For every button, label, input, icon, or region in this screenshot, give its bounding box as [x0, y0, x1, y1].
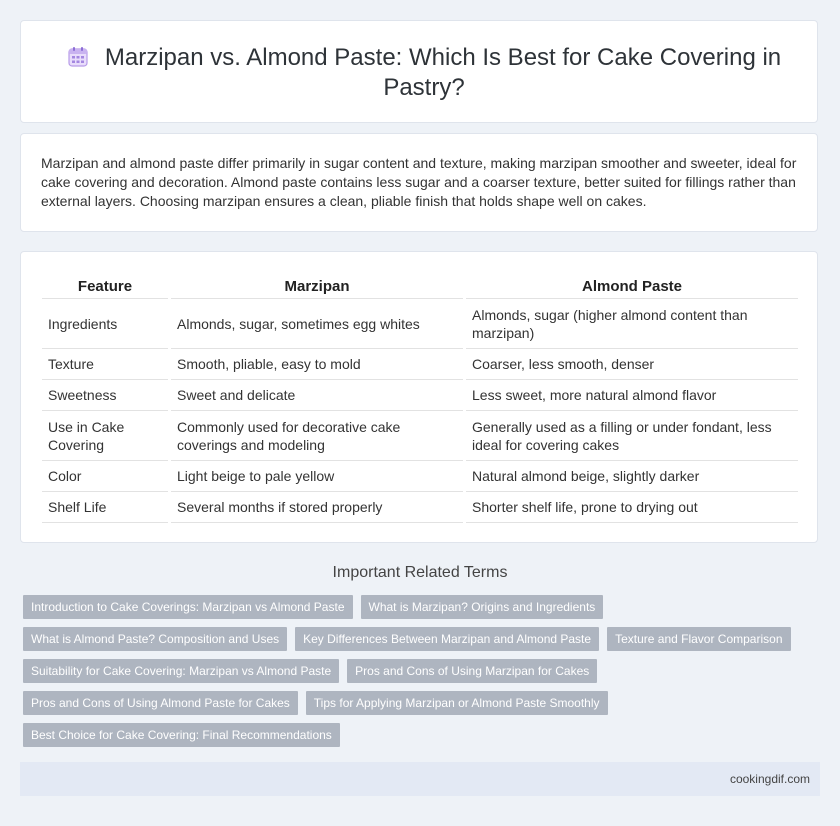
table-row [42, 349, 798, 380]
header-feature: Feature [42, 275, 170, 299]
intro-paragraph: Marzipan and almond paste differ primarily in sugar content and texture, making marzipan smoother and sweeter, ideal for cake covering and decoration. Almond paste contains less sugar and a coarser texture, better suited for fillings rather than external layers. Choosing marzipan ensures a clean, pliable finish that holds shape well on cakes. [41, 155, 797, 209]
cell-marzipan: Several months if stored properly [170, 492, 465, 523]
cell-feature: Use in Cake Covering [48, 418, 125, 453]
related-terms-list [23, 595, 813, 755]
related-term-tag[interactable]: Suitability for Cake Covering: Marzipan vs Almond Paste [23, 659, 339, 683]
related-term-tag[interactable]: Pros and Cons of Using Marzipan for Cakes [347, 659, 597, 683]
table-row [42, 299, 798, 349]
calendar-icon [67, 46, 89, 68]
cell-almond-paste: Shorter shelf life, prone to drying out [465, 492, 799, 523]
table-row [42, 411, 798, 461]
table-row [42, 461, 798, 492]
cell-almond-paste: Generally used as a filling or under fondant, less ideal for covering cakes [465, 411, 799, 461]
cell-almond-paste: Less sweet, more natural almond flavor [465, 380, 799, 411]
table-row [42, 492, 798, 523]
title-card [20, 20, 818, 123]
cell-almond-paste: Coarser, less smooth, denser [465, 349, 799, 380]
cell-feature: Texture [48, 356, 94, 372]
related-term-tag[interactable]: Pros and Cons of Using Almond Paste for Cakes [23, 691, 298, 715]
cell-almond-paste: Natural almond beige, slightly darker [465, 461, 799, 492]
cell-feature: Color [48, 468, 82, 484]
comparison-table [42, 275, 798, 523]
comparison-card [20, 251, 818, 543]
header-almond-paste: Almond Paste [465, 275, 799, 299]
footer-site-link[interactable]: cookingdif.com [729, 772, 810, 786]
footer [20, 762, 820, 796]
cell-feature: Ingredients [48, 315, 118, 332]
table-row [42, 380, 798, 411]
related-term-tag[interactable]: Texture and Flavor Comparison [607, 627, 790, 651]
cell-marzipan: Smooth, pliable, easy to mold [170, 349, 465, 380]
related-term-tag[interactable]: Tips for Applying Marzipan or Almond Paste Smoothly [306, 691, 608, 715]
related-terms-heading: Important Related Terms [332, 564, 508, 581]
intro-card [20, 133, 818, 232]
cell-marzipan: Almonds, sugar, sometimes egg whites [170, 299, 465, 349]
page-title-text: Marzipan vs. Almond Paste: Which Is Best for Cake Covering in Pastry? [104, 44, 782, 101]
header-marzipan: Marzipan [170, 275, 465, 299]
cell-feature: Sweetness [48, 387, 117, 403]
cell-marzipan: Commonly used for decorative cake coverings and modeling [170, 411, 465, 461]
cell-marzipan: Light beige to pale yellow [170, 461, 465, 492]
page-title [61, 43, 787, 103]
related-term-tag[interactable]: Introduction to Cake Coverings: Marzipan vs Almond Paste [23, 595, 353, 619]
cell-marzipan: Sweet and delicate [170, 380, 465, 411]
related-term-tag[interactable]: What is Marzipan? Origins and Ingredients [361, 595, 604, 619]
related-term-tag[interactable]: What is Almond Paste? Composition and Uses [23, 627, 287, 651]
related-term-tag[interactable]: Best Choice for Cake Covering: Final Recommendations [23, 723, 340, 747]
cell-feature: Shelf Life [48, 499, 107, 515]
related-term-tag[interactable]: Key Differences Between Marzipan and Almond Paste [295, 627, 599, 651]
cell-almond-paste: Almonds, sugar (higher almond content than marzipan) [465, 299, 799, 349]
table-header-row [42, 275, 798, 299]
